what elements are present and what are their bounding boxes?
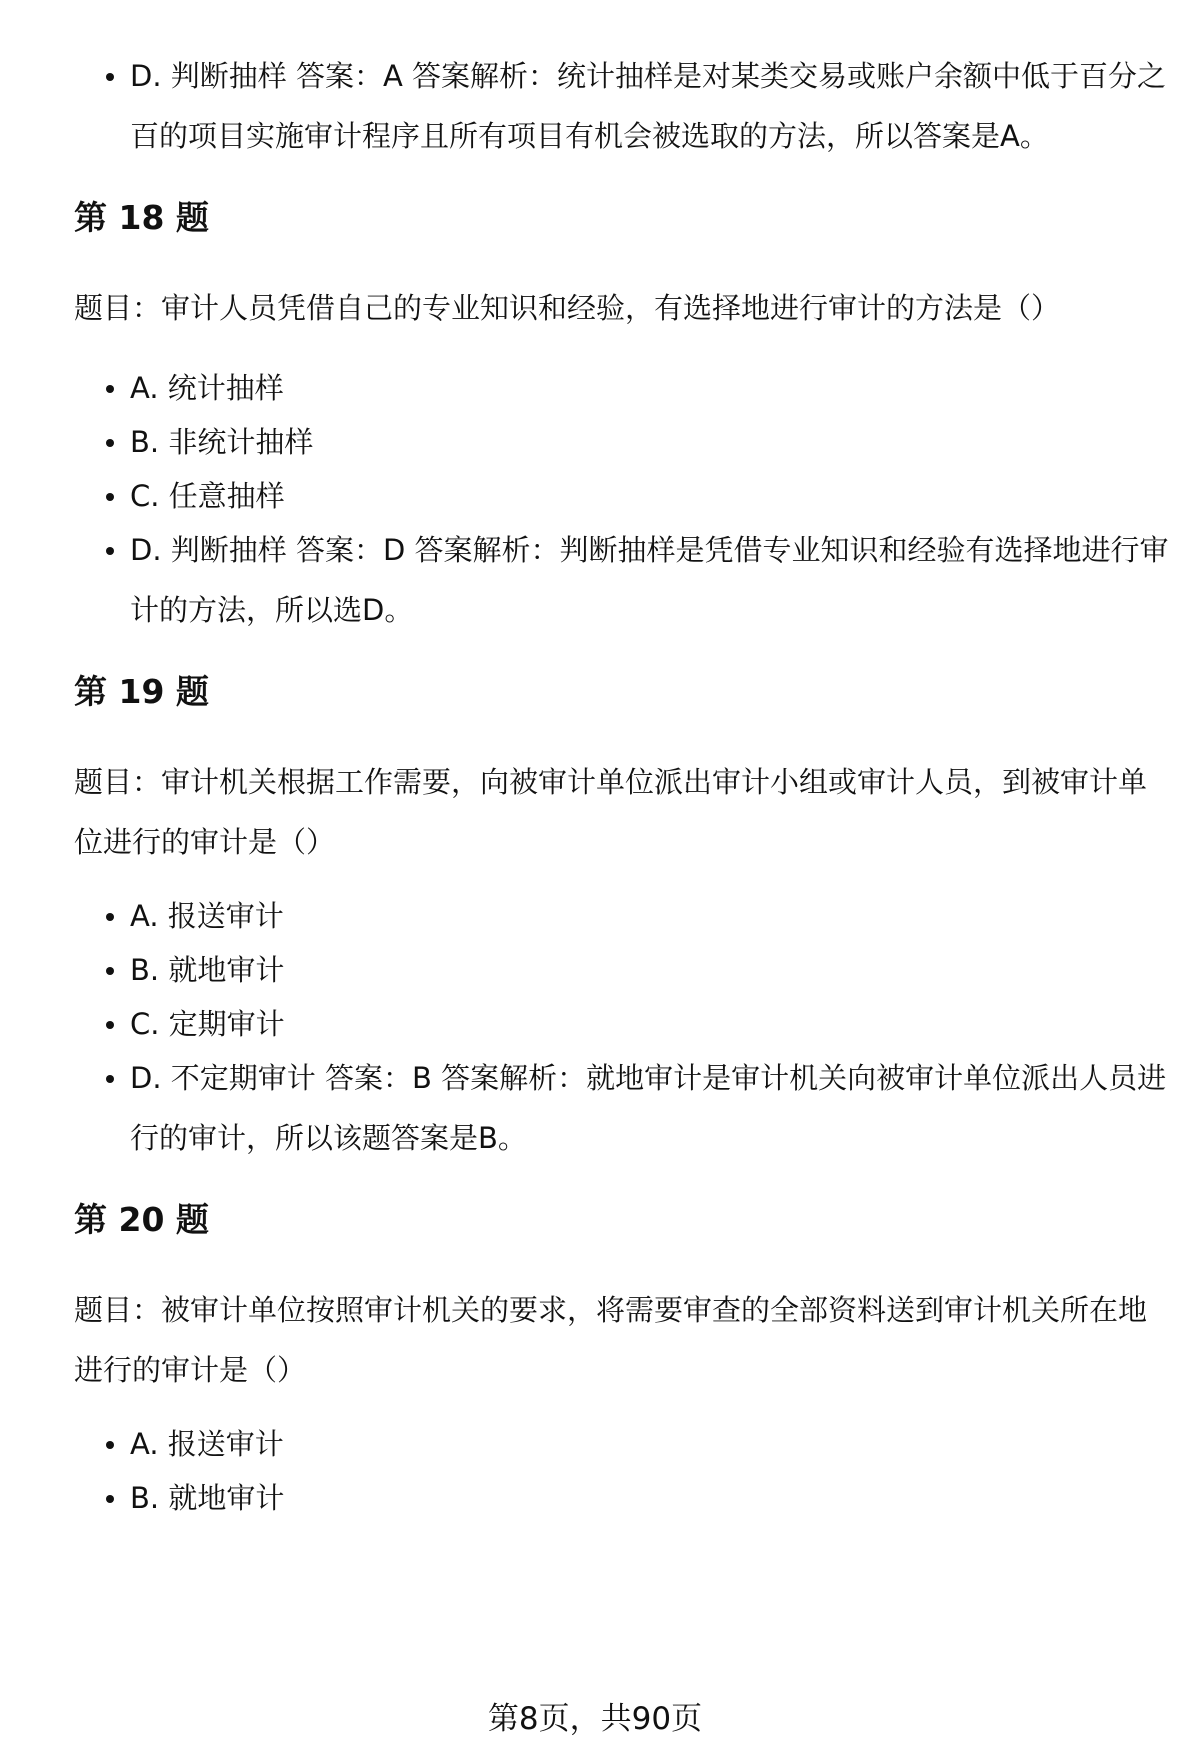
question-18-option-a: A. 统计抽样 <box>130 358 1170 418</box>
question-18-option-c: C. 任意抽样 <box>130 466 1170 526</box>
question-20-option-b: B. 就地审计 <box>130 1468 1170 1528</box>
question-19-text: 题目：审计机关根据工作需要，向被审计单位派出审计小组或审计人员，到被审计单位进行的审计是（） <box>74 765 1148 859</box>
page-number-footer: 第8页，共90页 <box>487 1701 703 1737</box>
question-18-option-b: B. 非统计抽样 <box>130 412 1170 472</box>
question-19-option-d: D. 不定期审计 答案：B 答案解析：就地审计是审计机关向被审计单位派出人员进行的审计，所以该题答案是B。 <box>130 1048 1170 1168</box>
question-19-option-c: C. 定期审计 <box>130 994 1170 1054</box>
question-19-option-a: A. 报送审计 <box>130 886 1170 946</box>
question-18-heading: 第 18 题 <box>74 198 209 237</box>
question-20-text: 题目：被审计单位按照审计机关的要求，将需要审查的全部资料送到审计机关所在地进行的审计是（） <box>74 1293 1148 1387</box>
question-18-text: 题目：审计人员凭借自己的专业知识和经验，有选择地进行审计的方法是（） <box>74 291 1061 325</box>
question-19-heading: 第 19 题 <box>74 672 209 711</box>
prev-option-d: D. 判断抽样 答案：A 答案解析：统计抽样是对某类交易或账户余额中低于百分之百的项目实施审计程序且所有项目有机会被选取的方法，所以答案是A。 <box>130 46 1170 166</box>
question-20-heading: 第 20 题 <box>74 1200 209 1239</box>
question-19-option-b: B. 就地审计 <box>130 940 1170 1000</box>
question-18-option-d: D. 判断抽样 答案：D 答案解析：判断抽样是凭借专业知识和经验有选择地进行审计的方法，所以选D。 <box>130 520 1170 640</box>
question-20-option-a: A. 报送审计 <box>130 1414 1170 1474</box>
